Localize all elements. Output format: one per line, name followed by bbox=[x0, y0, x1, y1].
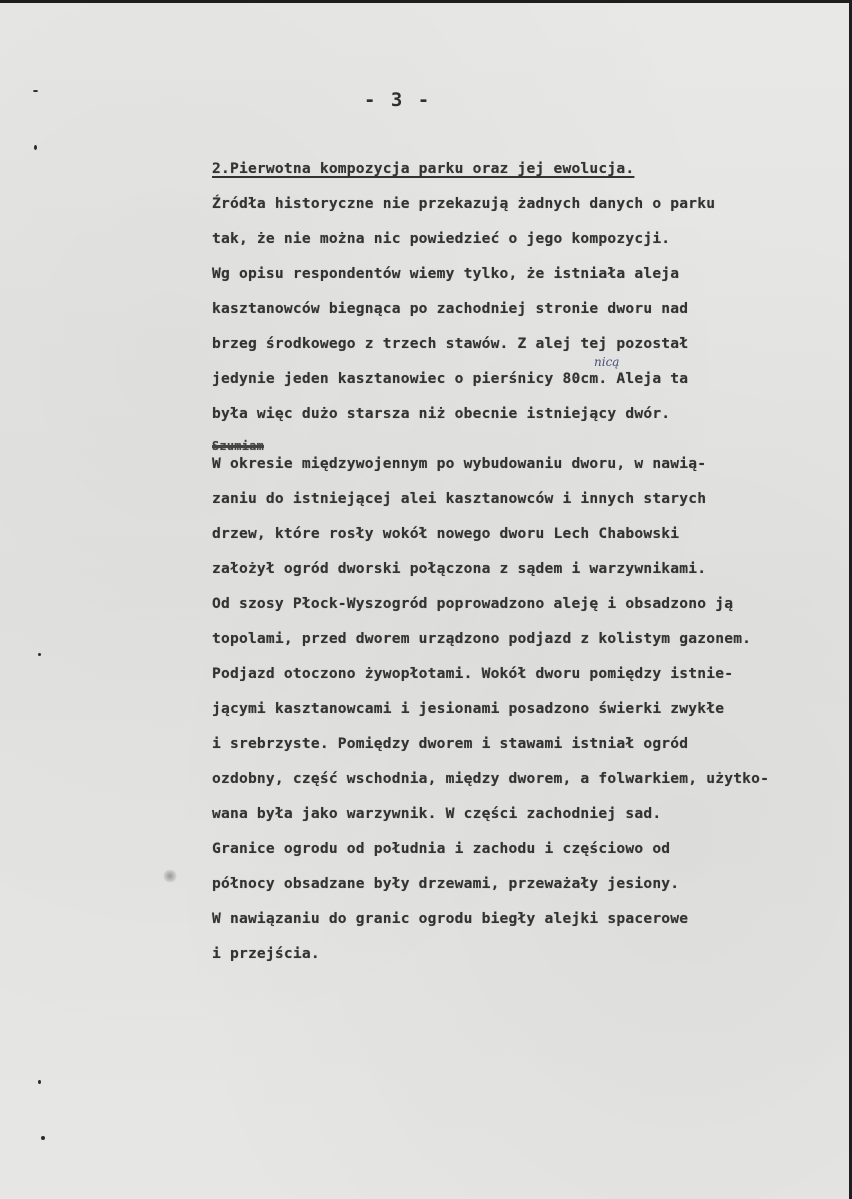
handwritten-correction: nicą bbox=[594, 355, 620, 369]
paragraph2-line: drzew, które rosły wokół nowego dworu Lech Chabowski bbox=[212, 525, 680, 542]
scan-speck bbox=[38, 653, 41, 656]
paragraph2-line: wana była jako warzywnik. W części zachodniej sad. bbox=[212, 805, 662, 822]
paragraph2-line: założył ogród dworski połączona z sądem i warzywnikami. bbox=[212, 560, 707, 577]
paragraph1-line: Źródła historyczne nie przekazują żadnych danych o parku bbox=[212, 195, 716, 212]
paragraph1-line: była więc dużo starsza niż obecnie istniejący dwór. bbox=[212, 405, 671, 422]
scan-smudge bbox=[162, 870, 178, 882]
paragraph2-line: i przejścia. bbox=[212, 945, 320, 962]
paragraph2-line: Podjazd otoczono żywopłotami. Wokół dworu pomiędzy istnie- bbox=[212, 665, 734, 682]
scan-speck bbox=[41, 1136, 45, 1140]
scan-speck bbox=[33, 90, 38, 92]
paragraph2-line: W okresie międzywojennym po wybudowaniu dworu, w nawią- bbox=[212, 455, 707, 472]
paragraph2-line: północy obsadzane były drzewami, przeważały jesiony. bbox=[212, 875, 680, 892]
paragraph2-line: Granice ogrodu od południa i zachodu i częściowo od bbox=[212, 840, 671, 857]
paragraph1-line: brzeg środkowego z trzech stawów. Z alej tej pozostał bbox=[212, 335, 689, 352]
paragraph2-line: i srebrzyste. Pomiędzy dworem i stawami istniał ogród bbox=[212, 735, 689, 752]
paragraph2-line: W nawiązaniu do granic ogrodu biegły alejki spacerowe bbox=[212, 910, 689, 927]
page-number: - 3 - bbox=[364, 89, 432, 111]
paragraph1-line: tak, że nie można nic powiedzieć o jego kompozycji. bbox=[212, 230, 671, 247]
paragraph2-line: ozdobny, część wschodnia, między dworem, a folwarkiem, użytko- bbox=[212, 770, 770, 787]
paragraph1-line: Wg opisu respondentów wiemy tylko, że istniała aleja bbox=[212, 265, 680, 282]
paragraph1-line: jedynie jeden kasztanowiec o pierśnicy 80cm. Aleja ta bbox=[212, 370, 689, 387]
paragraph2-line: Od szosy Płock-Wyszogród poprowadzono aleję i obsadzono ją bbox=[212, 595, 734, 612]
scan-edge-top bbox=[0, 0, 852, 3]
paragraph2-line: topolami, przed dworem urządzono podjazd z kolistym gazonem. bbox=[212, 630, 752, 647]
paragraph2-line: zaniu do istniejącej alei kasztanowców i innych starych bbox=[212, 490, 707, 507]
scan-speck bbox=[34, 145, 37, 150]
section-heading: 2.Pierwotna kompozycja parku oraz jej ewolucja. bbox=[212, 160, 635, 177]
paragraph2-line: jącymi kasztanowcami i jesionami posadzono świerki zwykłe bbox=[212, 700, 725, 717]
struck-out-word: Szumiam bbox=[212, 439, 264, 453]
paragraph1-line: kasztanowców biegnąca po zachodniej stronie dworu nad bbox=[212, 300, 689, 317]
scan-speck bbox=[38, 1080, 41, 1084]
